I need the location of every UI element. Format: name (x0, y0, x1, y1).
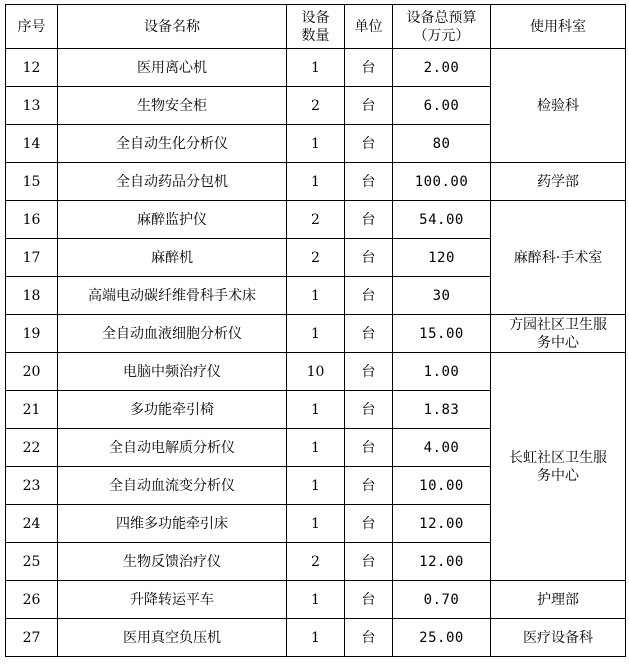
cell-budget: 120 (393, 239, 491, 277)
header-qty: 设备 数量 (287, 5, 345, 49)
cell-qty: 1 (287, 163, 345, 201)
cell-unit: 台 (345, 125, 393, 163)
table-row (6, 353, 626, 391)
cell-name: 医用离心机 (58, 49, 287, 87)
cell-name: 多功能牵引椅 (58, 391, 287, 429)
table-row (6, 49, 626, 87)
cell-qty: 1 (287, 49, 345, 87)
table-body (6, 49, 626, 657)
cell-qty: 1 (287, 505, 345, 543)
cell-unit: 台 (345, 467, 393, 505)
table-row (6, 619, 626, 657)
cell-budget: 1.83 (393, 391, 491, 429)
cell-seq: 15 (6, 163, 58, 201)
cell-unit: 台 (345, 391, 393, 429)
cell-qty: 2 (287, 239, 345, 277)
cell-unit: 台 (345, 277, 393, 315)
cell-budget: 100.00 (393, 163, 491, 201)
cell-name: 全自动电解质分析仪 (58, 429, 287, 467)
cell-budget: 4.00 (393, 429, 491, 467)
cell-name: 电脑中频治疗仪 (58, 353, 287, 391)
cell-qty: 2 (287, 201, 345, 239)
cell-dept: 护理部 (491, 581, 626, 619)
cell-seq: 26 (6, 581, 58, 619)
cell-dept: 医疗设备科 (491, 619, 626, 657)
header-seq: 序号 (6, 5, 58, 49)
cell-unit: 台 (345, 49, 393, 87)
cell-dept: 麻醉科·手术室 (491, 201, 626, 315)
cell-qty: 2 (287, 543, 345, 581)
cell-qty: 1 (287, 391, 345, 429)
cell-seq: 21 (6, 391, 58, 429)
cell-budget: 12.00 (393, 543, 491, 581)
cell-qty: 1 (287, 277, 345, 315)
cell-unit: 台 (345, 543, 393, 581)
cell-budget: 30 (393, 277, 491, 315)
cell-name: 麻醉监护仪 (58, 201, 287, 239)
cell-name: 全自动血流变分析仪 (58, 467, 287, 505)
cell-unit: 台 (345, 353, 393, 391)
cell-budget: 25.00 (393, 619, 491, 657)
cell-budget: 12.00 (393, 505, 491, 543)
header-unit: 单位 (345, 5, 393, 49)
cell-unit: 台 (345, 619, 393, 657)
header-name: 设备名称 (58, 5, 287, 49)
cell-name: 升降转运平车 (58, 581, 287, 619)
cell-name: 麻醉机 (58, 239, 287, 277)
table-header (6, 5, 626, 49)
cell-name: 高端电动碳纤维骨科手术床 (58, 277, 287, 315)
cell-budget: 54.00 (393, 201, 491, 239)
cell-seq: 13 (6, 87, 58, 125)
cell-dept: 药学部 (491, 163, 626, 201)
cell-unit: 台 (345, 163, 393, 201)
cell-dept: 长虹社区卫生服 务中心 (491, 353, 626, 581)
cell-qty: 1 (287, 581, 345, 619)
table-row (6, 315, 626, 353)
cell-budget: 15.00 (393, 315, 491, 353)
cell-qty: 2 (287, 87, 345, 125)
cell-budget: 80 (393, 125, 491, 163)
table-row (6, 163, 626, 201)
header-budget: 设备总预算 （万元） (393, 5, 491, 49)
cell-unit: 台 (345, 201, 393, 239)
cell-seq: 24 (6, 505, 58, 543)
header-dept: 使用科室 (491, 5, 626, 49)
cell-seq: 16 (6, 201, 58, 239)
cell-unit: 台 (345, 505, 393, 543)
cell-budget: 1.00 (393, 353, 491, 391)
cell-seq: 14 (6, 125, 58, 163)
cell-name: 全自动血液细胞分析仪 (58, 315, 287, 353)
cell-qty: 1 (287, 619, 345, 657)
cell-qty: 1 (287, 467, 345, 505)
cell-name: 生物安全柜 (58, 87, 287, 125)
cell-dept: 检验科 (491, 49, 626, 163)
cell-budget: 2.00 (393, 49, 491, 87)
cell-unit: 台 (345, 315, 393, 353)
table-row (6, 581, 626, 619)
cell-qty: 1 (287, 125, 345, 163)
cell-budget: 10.00 (393, 467, 491, 505)
cell-unit: 台 (345, 429, 393, 467)
cell-seq: 27 (6, 619, 58, 657)
cell-name: 全自动生化分析仪 (58, 125, 287, 163)
cell-budget: 0.70 (393, 581, 491, 619)
cell-seq: 18 (6, 277, 58, 315)
cell-name: 生物反馈治疗仪 (58, 543, 287, 581)
equipment-table (5, 4, 626, 657)
cell-qty: 1 (287, 429, 345, 467)
table-row (6, 201, 626, 239)
cell-unit: 台 (345, 581, 393, 619)
header-row (6, 5, 626, 49)
cell-seq: 19 (6, 315, 58, 353)
cell-name: 四维多功能牵引床 (58, 505, 287, 543)
cell-seq: 22 (6, 429, 58, 467)
cell-seq: 25 (6, 543, 58, 581)
cell-dept: 方园社区卫生服 务中心 (491, 315, 626, 353)
cell-unit: 台 (345, 239, 393, 277)
cell-seq: 20 (6, 353, 58, 391)
cell-seq: 23 (6, 467, 58, 505)
cell-seq: 17 (6, 239, 58, 277)
cell-name: 医用真空负压机 (58, 619, 287, 657)
cell-qty: 1 (287, 315, 345, 353)
cell-unit: 台 (345, 87, 393, 125)
cell-name: 全自动药品分包机 (58, 163, 287, 201)
cell-budget: 6.00 (393, 87, 491, 125)
cell-seq: 12 (6, 49, 58, 87)
cell-qty: 10 (287, 353, 345, 391)
